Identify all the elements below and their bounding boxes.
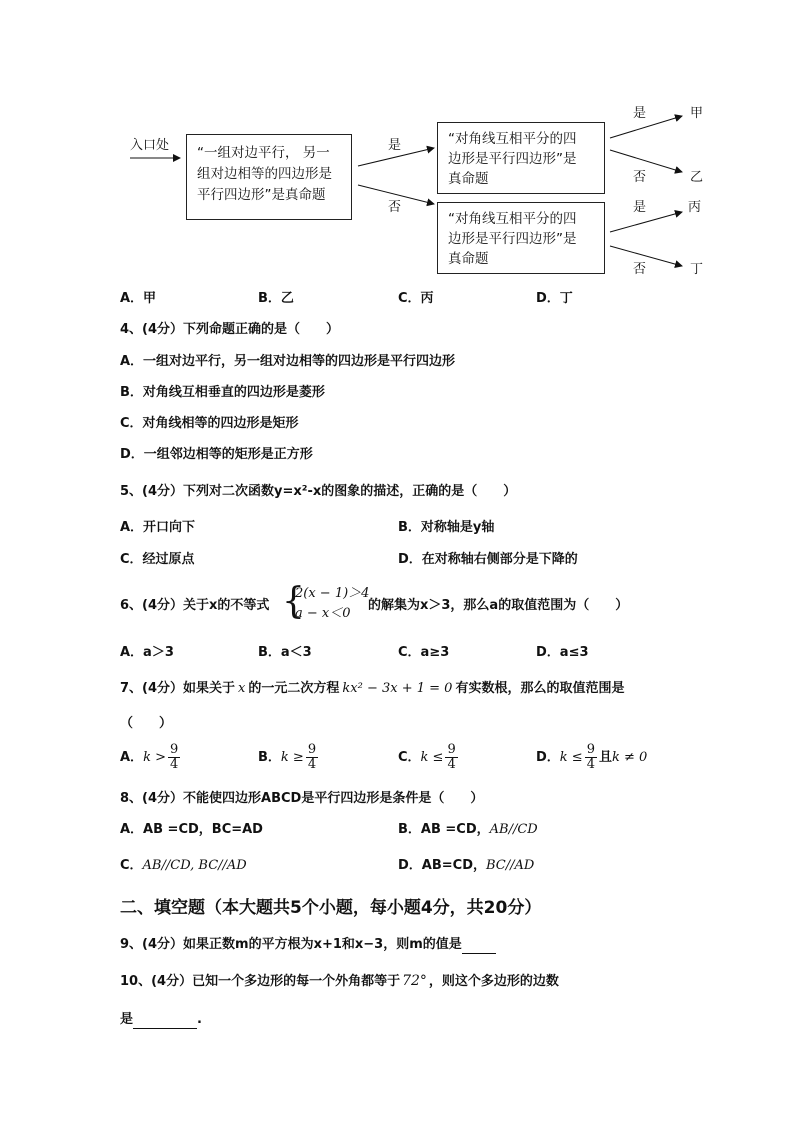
q7-option-d-suffix-math: k ≠ 0 [612,750,648,765]
q8-option-c-math: AB//CD, BC//AD [142,858,247,873]
output-ding: 丁 [690,262,704,277]
q7-option-c [398,743,460,772]
q10-angle: 72° [402,973,427,989]
q5-option-c: C．经过原点 [120,552,195,567]
q7-option-a-fraction [168,743,180,772]
flow-box-3 [437,202,605,274]
q8-option-c-text: C． [120,858,143,873]
q7-var-x: x [238,681,246,696]
q8-option-b [398,822,538,838]
fraction-numerator: 9 [307,742,317,757]
q6-stem-pre: 6、(4分）关于x的不等式 [120,598,270,613]
q10-line2-post: . [197,1012,202,1027]
q7-option-d-prefix: k ≤ [559,750,583,765]
q6-brace: { [282,581,305,622]
q6-inequality-1: 2(x − 1)＞4 [295,586,370,601]
fraction-numerator: 9 [169,742,179,757]
q7-equation: kx² − 3x + 1 = 0 [342,681,453,696]
q7-option-label: A． [120,750,144,765]
q3-option-a: A．甲 [120,291,157,306]
q10-line-2 [120,1012,202,1029]
q3-option-c: C．丙 [398,291,434,306]
q5-option-a: A．开口向下 [120,520,196,535]
q8-stem: 8、(4分）不能使四边形ABCD是平行四边形是条件是（ ） [120,791,484,806]
flow-box-3-line: “对角线互相平分的四 [448,211,577,227]
flow-box-1-line: 平行四边形”是真命题 [197,187,326,203]
fraction-denominator: 4 [586,757,595,772]
q6-option-b: B．a＜3 [258,645,312,660]
q7-paren: （ ） [120,716,173,731]
q8-option-b-math: AB//CD [489,822,538,837]
flow-box-2-line: “对角线互相平分的四 [448,131,577,147]
fraction-numerator: 9 [586,742,595,757]
q4-option-c: C．对角线相等的四边形是矩形 [120,416,299,431]
q7-option-label: C． [398,750,421,765]
flow-box-1-line: 组对边相等的四边形是 [197,166,332,182]
q4-option-d: D．一组邻边相等的矩形是正方形 [120,447,313,462]
fraction-denominator: 4 [307,757,317,772]
q4-option-a: A．一组对边平行，另一组对边相等的四边形是平行四边形 [120,354,456,369]
flow-box-1 [186,134,352,220]
q7-option-label: D． [536,750,560,765]
q7-option-a [120,743,182,772]
q7-option-c-prefix: k ≤ [420,750,444,765]
fraction-denominator: 4 [169,757,179,772]
q5-option-b: B．对称轴是y轴 [398,520,495,535]
entry-label: 入口处 [130,138,170,153]
fraction-denominator: 4 [447,757,456,772]
q7-option-b [258,743,320,772]
q9-text: 9、(4分）如果正数m的平方根为x+1和x−3，则m的值是 [120,937,462,952]
q7-option-d [536,743,647,772]
q10-line2-pre: 是 [120,1012,134,1027]
flow-box-2 [437,122,605,194]
yes-label-1: 是 [388,138,402,153]
flow-box-2-line: 真命题 [448,171,489,187]
q6-stem-post: 的解集为x＞3，那么a的取值范围为（ ） [368,598,629,613]
q10-line1-pre: 10、(4分）已知一个多边形的每一个外角都等于 [120,974,401,989]
output-bing: 丙 [688,200,702,215]
q9 [120,937,496,954]
q10-line1-post: ，则这个多边形的边数 [428,974,559,989]
yes-label-2: 是 [633,106,647,121]
q7-option-b-prefix: k ≥ [280,750,304,765]
flow-box-3-line: 真命题 [448,251,489,267]
no-label-3: 否 [633,262,647,277]
q7-option-d-suffix-text: 且 [598,750,612,765]
q7-option-d-fraction [585,743,597,772]
q6-option-a: A．a＞3 [120,645,174,660]
no-label-1: 否 [388,200,402,215]
q8-option-a: A．AB =CD，BC=AD [120,822,263,837]
q7-stem-post: 有实数根，那么的取值范围是 [455,681,625,696]
q7-option-c-fraction [445,743,457,772]
flow-box-3-line: 边形是平行四边形”是 [448,231,577,247]
q7-option-label: B． [258,750,281,765]
no-label-2: 否 [633,170,647,185]
q6-inequality-2: a − x＜0 [295,606,351,621]
q5-stem: 5、(4分）下列对二次函数y=x²-x的图象的描述，正确的是（ ） [120,484,517,499]
q7-stem [120,681,624,697]
q7-option-b-fraction [306,743,318,772]
flow-box-2-line: 边形是平行四边形”是 [448,151,577,167]
section-2-title: 二、填空题（本大题共5个小题，每小题4分，共20分） [120,898,542,918]
q7-stem-mid: 的一元二次方程 [248,681,340,696]
q4-stem: 4、(4分）下列命题正确的是（ ） [120,322,340,337]
q5-option-d: D．在对称轴右侧部分是下降的 [398,552,578,567]
q10-answer-blank [133,1012,197,1029]
q8-option-d-text: D．AB=CD， [398,858,486,873]
q9-answer-blank [462,937,496,954]
yes-label-3: 是 [633,200,647,215]
q10-line-1 [120,973,559,990]
output-yi: 乙 [690,170,704,185]
q6-inequality-system [295,584,369,624]
flow-box-1-line: “一组对边平行， 另一 [197,145,330,161]
arrow-box2-no [610,150,682,172]
q6-option-d: D．a≤3 [536,645,589,660]
output-jia: 甲 [690,106,704,121]
q3-option-b: B．乙 [258,291,294,306]
q8-option-c [120,858,247,874]
q7-stem-pre: 7、(4分）如果关于 [120,681,236,696]
q6-option-c: C．a≥3 [398,645,450,660]
q7-option-a-prefix: k > [143,750,166,765]
fraction-numerator: 9 [447,742,456,757]
q8-option-b-text: B．AB =CD， [398,822,490,837]
q8-option-d [398,858,534,874]
q4-option-b: B．对角线互相垂直的四边形是菱形 [120,385,325,400]
q3-option-d: D．丁 [536,291,573,306]
q8-option-d-math: BC//AD [486,858,535,873]
